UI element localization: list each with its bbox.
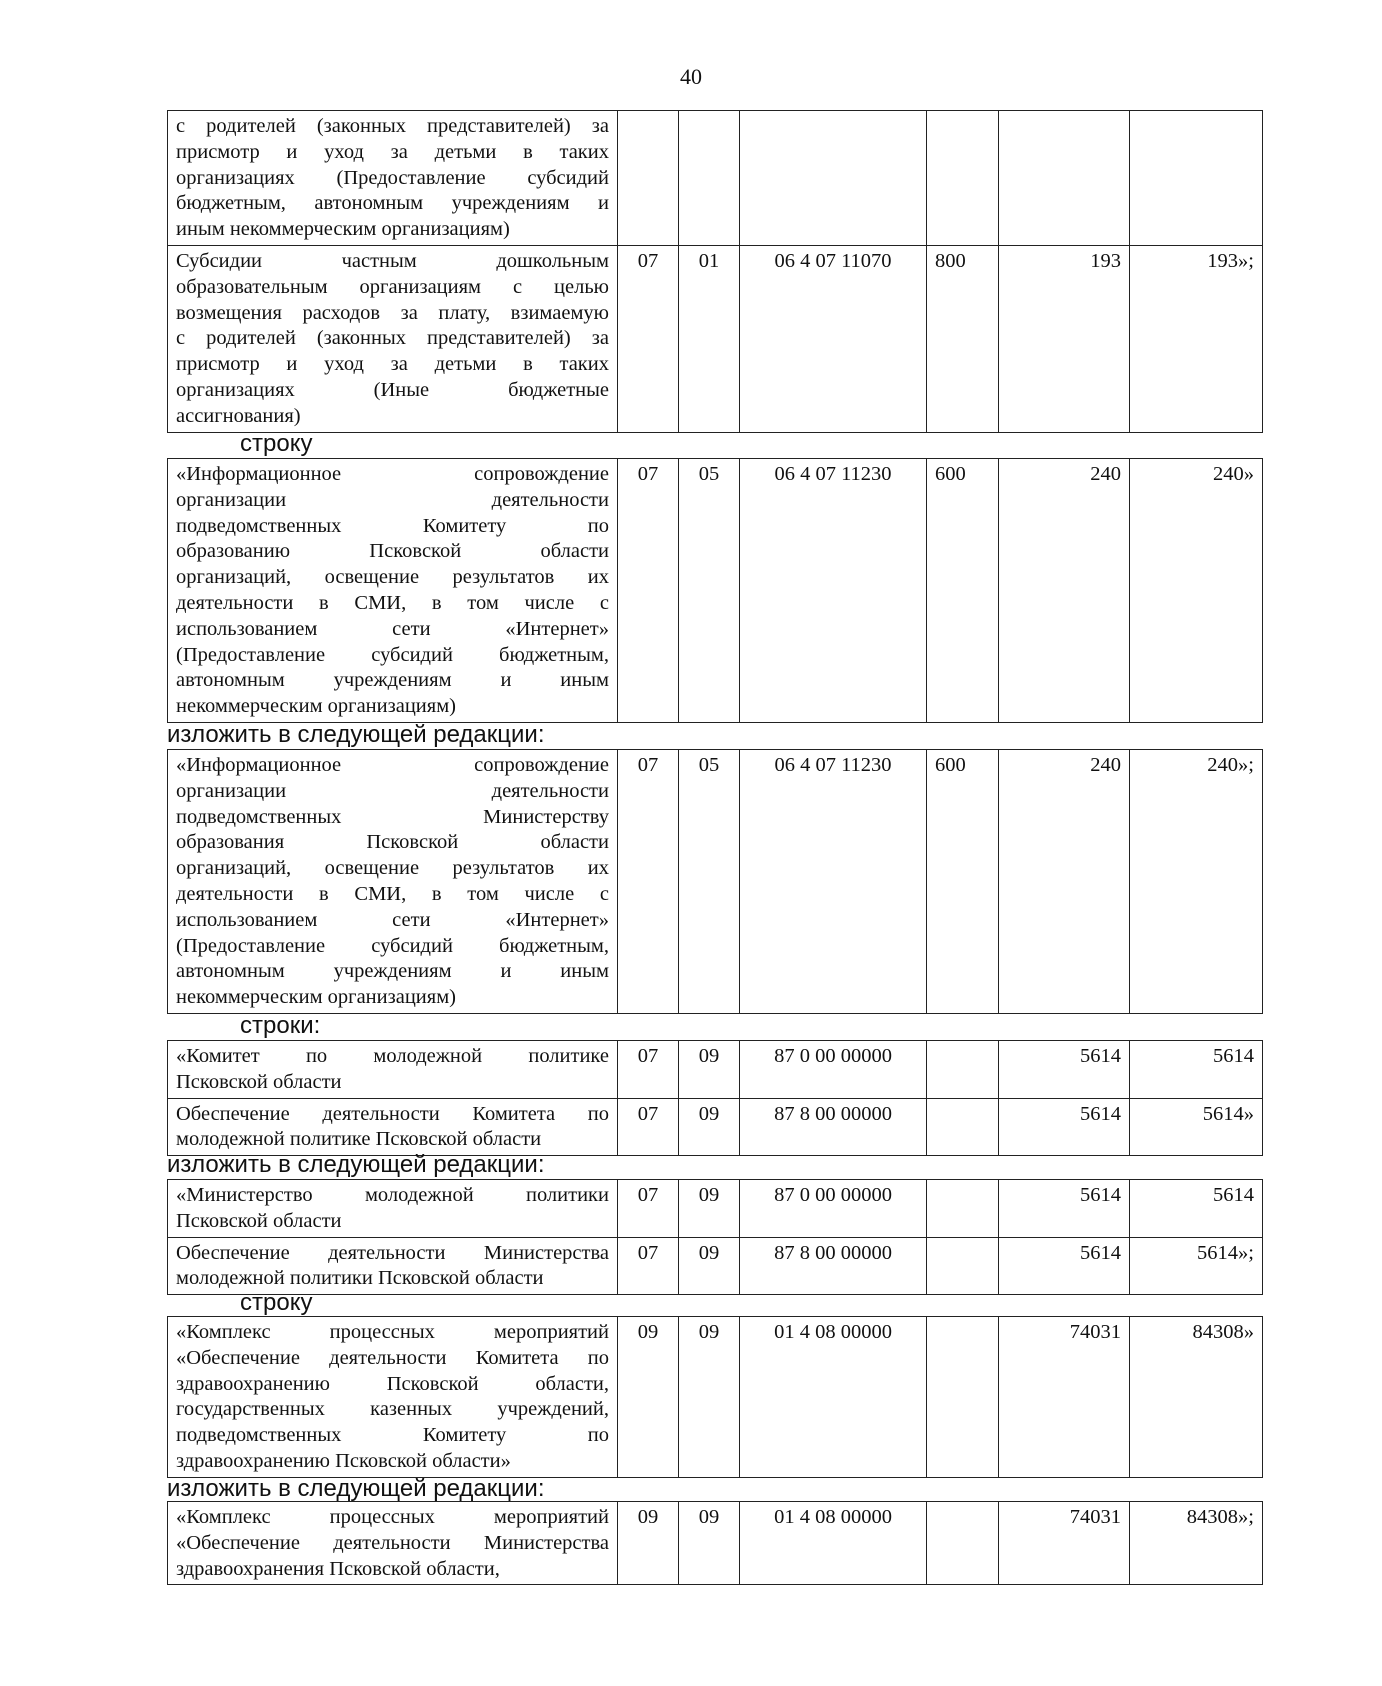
expense-type-cell bbox=[927, 1180, 999, 1238]
line-item-name-line: Субсидии частным дошкольным bbox=[176, 249, 609, 272]
line-item-name-line: государственных казенных учреждений, bbox=[176, 1398, 609, 1421]
line-item-name-cell bbox=[168, 245, 618, 432]
amount-1-cell: 5614 bbox=[999, 1041, 1130, 1099]
line-item-name-cell bbox=[168, 1317, 618, 1478]
subsection-code-cell: 09 bbox=[679, 1041, 740, 1099]
subsection-code-cell: 09 bbox=[679, 1098, 740, 1156]
line-item-name-cell bbox=[168, 1502, 618, 1585]
budget-table bbox=[167, 458, 1263, 723]
line-item-name-line: образованию Псковской области bbox=[176, 540, 609, 563]
amount-2-cell: 84308» bbox=[1130, 1317, 1263, 1478]
expense-type-cell bbox=[927, 111, 999, 246]
line-item-name-line: присмотр и уход за детьми в таких bbox=[176, 140, 609, 163]
line-item-name-line: «Информационное сопровождение bbox=[176, 754, 609, 776]
line-item-name-line: Псковской области bbox=[176, 1070, 342, 1093]
section-code-cell: 07 bbox=[618, 1098, 679, 1156]
amount-1-cell: 240 bbox=[999, 750, 1130, 1014]
line-item-name-line: здравоохранения Псковской области, bbox=[176, 1557, 500, 1580]
line-item-name-line: молодежной политики Псковской области bbox=[176, 1267, 544, 1290]
budget-table bbox=[167, 749, 1263, 1014]
section-code-cell: 07 bbox=[618, 1180, 679, 1238]
expense-type-cell: 600 bbox=[927, 750, 999, 1014]
budget-table-1 bbox=[167, 110, 1254, 433]
line-item-name-line: «Комитет по молодежной политике bbox=[176, 1045, 609, 1067]
line-item-name-line: организаций, освещение результатов их bbox=[176, 857, 609, 880]
amount-1-cell: 5614 bbox=[999, 1098, 1130, 1156]
line-item-name-line: образовательным организациям с целью bbox=[176, 275, 609, 298]
amount-1-cell: 5614 bbox=[999, 1180, 1130, 1238]
budget-table-5 bbox=[167, 1179, 1254, 1295]
line-item-name-cell bbox=[168, 1098, 618, 1156]
budget-table bbox=[167, 1501, 1263, 1585]
budget-table bbox=[167, 1179, 1263, 1295]
expense-type-cell bbox=[927, 1317, 999, 1478]
target-article-cell: 06 4 07 11230 bbox=[740, 459, 927, 723]
line-item-name-line: подведомственных Комитету по bbox=[176, 514, 609, 537]
line-item-name-cell bbox=[168, 750, 618, 1014]
target-article-cell: 87 0 00 00000 bbox=[740, 1180, 927, 1238]
table-row bbox=[168, 1180, 1263, 1238]
budget-table bbox=[167, 1040, 1263, 1156]
line-item-name-line: (Предоставление субсидий бюджетным, bbox=[176, 643, 609, 666]
section-code-cell bbox=[618, 111, 679, 246]
table-row bbox=[168, 1317, 1263, 1478]
line-item-name-line: некоммерческим организациям) bbox=[176, 695, 456, 718]
line-item-name-line: здравоохранению Псковской области, bbox=[176, 1372, 609, 1395]
line-item-name-line: присмотр и уход за детьми в таких bbox=[176, 353, 609, 376]
line-item-name-line: «Комплекс процессных мероприятий bbox=[176, 1321, 609, 1343]
expense-type-cell: 600 bbox=[927, 459, 999, 723]
amount-1-cell: 5614 bbox=[999, 1237, 1130, 1295]
expense-type-cell bbox=[927, 1098, 999, 1156]
amount-1-cell: 74031 bbox=[999, 1502, 1130, 1585]
amount-1-cell: 193 bbox=[999, 245, 1130, 432]
target-article-cell: 06 4 07 11230 bbox=[740, 750, 927, 1014]
amount-2-cell: 84308»; bbox=[1130, 1502, 1263, 1585]
section-code-cell: 07 bbox=[618, 1237, 679, 1295]
budget-table bbox=[167, 1316, 1263, 1478]
line-item-name-cell bbox=[168, 1041, 618, 1099]
subsection-code-cell: 05 bbox=[679, 459, 740, 723]
line-item-name-line: «Комплекс процессных мероприятий bbox=[176, 1506, 609, 1528]
line-item-name-line: автономным учреждениям и иным bbox=[176, 669, 609, 692]
line-item-name-line: с родителей (законных представителей) за bbox=[176, 115, 609, 137]
section-code-cell: 09 bbox=[618, 1502, 679, 1585]
caption-stroku: строку bbox=[240, 1289, 313, 1316]
section-code-cell: 07 bbox=[618, 750, 679, 1014]
line-item-name-line: Обеспечение деятельности Министерства bbox=[176, 1241, 609, 1264]
budget-table-6 bbox=[167, 1316, 1254, 1478]
line-item-name-line: образования Псковской области bbox=[176, 831, 609, 854]
line-item-name-cell bbox=[168, 111, 618, 246]
target-article-cell: 87 8 00 00000 bbox=[740, 1098, 927, 1156]
amount-2-cell: 240»; bbox=[1130, 750, 1263, 1014]
amount-2-cell: 240» bbox=[1130, 459, 1263, 723]
subsection-code-cell: 09 bbox=[679, 1180, 740, 1238]
line-item-name-line: иным некоммерческим организациям) bbox=[176, 218, 510, 241]
line-item-name-line: организации деятельности bbox=[176, 488, 609, 511]
page-number: 40 bbox=[680, 64, 702, 89]
line-item-name-line: «Обеспечение деятельности Комитета по bbox=[176, 1346, 609, 1369]
section-code-cell: 07 bbox=[618, 245, 679, 432]
line-item-name-line: организаций, освещение результатов их bbox=[176, 566, 609, 589]
line-item-name-line: некоммерческим организациям) bbox=[176, 986, 456, 1009]
line-item-name-line: бюджетным, автономным учреждениям и bbox=[176, 192, 609, 215]
table-row bbox=[168, 111, 1263, 246]
line-item-name-line: организации деятельности bbox=[176, 779, 609, 802]
target-article-cell: 87 8 00 00000 bbox=[740, 1237, 927, 1295]
caption-izlozhit: изложить в следующей редакции: bbox=[167, 1475, 545, 1502]
budget-table-7 bbox=[167, 1501, 1254, 1585]
line-item-name-line: деятельности в СМИ, в том числе с bbox=[176, 882, 609, 905]
amount-2-cell: 5614 bbox=[1130, 1180, 1263, 1238]
line-item-name-line: с родителей (законных представителей) за bbox=[176, 327, 609, 350]
line-item-name-cell bbox=[168, 1237, 618, 1295]
line-item-name-line: организациях (Предоставление субсидий bbox=[176, 166, 609, 189]
amount-2-cell: 5614»; bbox=[1130, 1237, 1263, 1295]
expense-type-cell: 800 bbox=[927, 245, 999, 432]
line-item-name-line: деятельности в СМИ, в том числе с bbox=[176, 591, 609, 614]
line-item-name-line: подведомственных Министерству bbox=[176, 805, 609, 828]
target-article-cell: 06 4 07 11070 bbox=[740, 245, 927, 432]
subsection-code-cell: 01 bbox=[679, 245, 740, 432]
line-item-name-cell bbox=[168, 459, 618, 723]
subsection-code-cell: 05 bbox=[679, 750, 740, 1014]
line-item-name-line: использованием сети «Интернет» bbox=[176, 617, 609, 640]
line-item-name-line: (Предоставление субсидий бюджетным, bbox=[176, 934, 609, 957]
line-item-name-line: ассигнования) bbox=[176, 404, 301, 427]
line-item-name-line: автономным учреждениям и иным bbox=[176, 960, 609, 983]
expense-type-cell bbox=[927, 1041, 999, 1099]
line-item-name-line: использованием сети «Интернет» bbox=[176, 908, 609, 931]
section-code-cell: 09 bbox=[618, 1317, 679, 1478]
line-item-name-line: организациях (Иные бюджетные bbox=[176, 378, 609, 401]
line-item-name-line: «Министерство молодежной политики bbox=[176, 1184, 609, 1206]
line-item-name-line: Псковской области bbox=[176, 1209, 342, 1232]
section-code-cell: 07 bbox=[618, 1041, 679, 1099]
line-item-name-line: «Обеспечение деятельности Министерства bbox=[176, 1531, 609, 1554]
table-row bbox=[168, 750, 1263, 1014]
amount-1-cell: 74031 bbox=[999, 1317, 1130, 1478]
line-item-name-line: подведомственных Комитету по bbox=[176, 1424, 609, 1447]
target-article-cell: 01 4 08 00000 bbox=[740, 1317, 927, 1478]
line-item-name-line: «Информационное сопровождение bbox=[176, 463, 609, 485]
section-code-cell: 07 bbox=[618, 459, 679, 723]
budget-table-4 bbox=[167, 1040, 1254, 1156]
caption-izlozhit: изложить в следующей редакции: bbox=[167, 721, 545, 748]
line-item-name-cell bbox=[168, 1180, 618, 1238]
caption-stroki: строки: bbox=[240, 1012, 321, 1039]
line-item-name-line: возмещения расходов за плату, взимаемую bbox=[176, 301, 609, 324]
amount-1-cell bbox=[999, 111, 1130, 246]
table-row bbox=[168, 1502, 1263, 1585]
table-row bbox=[168, 1098, 1263, 1156]
subsection-code-cell: 09 bbox=[679, 1237, 740, 1295]
line-item-name-line: молодежной политике Псковской области bbox=[176, 1128, 542, 1151]
caption-izlozhit: изложить в следующей редакции: bbox=[167, 1151, 545, 1178]
amount-2-cell: 5614» bbox=[1130, 1098, 1263, 1156]
table-row bbox=[168, 1237, 1263, 1295]
target-article-cell: 01 4 08 00000 bbox=[740, 1502, 927, 1585]
expense-type-cell bbox=[927, 1237, 999, 1295]
budget-table bbox=[167, 110, 1263, 433]
target-article-cell bbox=[740, 111, 927, 246]
caption-stroku: строку bbox=[240, 430, 313, 457]
budget-table-3 bbox=[167, 749, 1254, 1014]
line-item-name-line: Обеспечение деятельности Комитета по bbox=[176, 1102, 609, 1125]
amount-2-cell: 5614 bbox=[1130, 1041, 1263, 1099]
amount-2-cell bbox=[1130, 111, 1263, 246]
amount-1-cell: 240 bbox=[999, 459, 1130, 723]
target-article-cell: 87 0 00 00000 bbox=[740, 1041, 927, 1099]
line-item-name-line: здравоохранению Псковской области» bbox=[176, 1449, 511, 1472]
budget-table-2 bbox=[167, 458, 1254, 723]
table-row bbox=[168, 1041, 1263, 1099]
expense-type-cell bbox=[927, 1502, 999, 1585]
amount-2-cell: 193»; bbox=[1130, 245, 1263, 432]
table-row bbox=[168, 245, 1263, 432]
table-row bbox=[168, 459, 1263, 723]
subsection-code-cell: 09 bbox=[679, 1317, 740, 1478]
subsection-code-cell: 09 bbox=[679, 1502, 740, 1585]
subsection-code-cell bbox=[679, 111, 740, 246]
